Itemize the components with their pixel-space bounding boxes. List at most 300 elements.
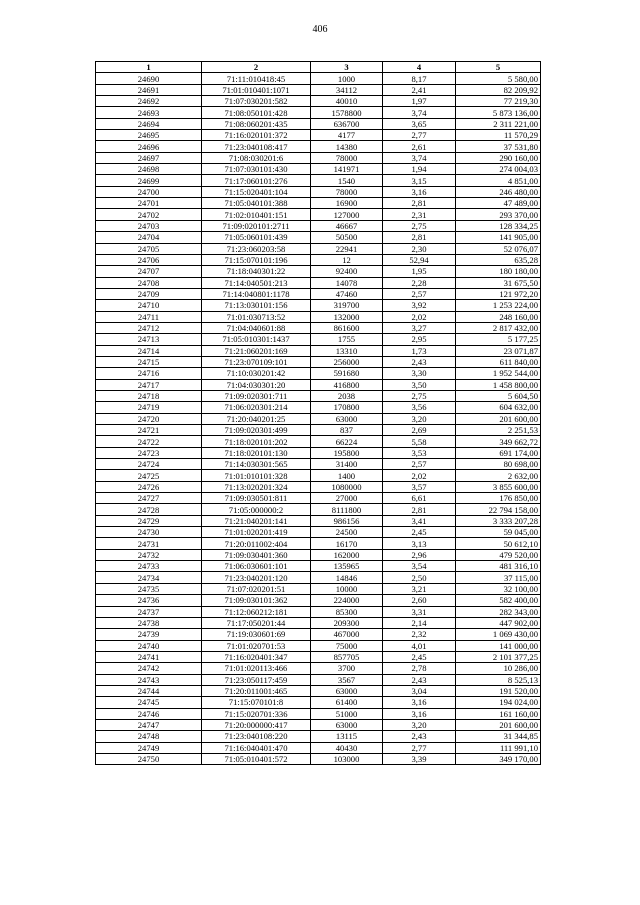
table-row [96, 549, 541, 560]
area-cell: 170800 [311, 402, 383, 413]
specific-value-cell: 2,60 [383, 595, 456, 606]
row-number-cell: 24726 [96, 481, 202, 492]
cadastral-value-cell: 604 632,00 [456, 402, 541, 413]
specific-value-cell: 1,95 [383, 266, 456, 277]
cadastral-number-cell: 71:23:040108:220 [202, 731, 311, 742]
cadastral-value-cell: 80 698,00 [456, 459, 541, 470]
cadastral-number-cell: 71:16:040401:470 [202, 742, 311, 753]
specific-value-cell: 3,16 [383, 186, 456, 197]
cadastral-value-cell: 77 219,30 [456, 96, 541, 107]
table-row [96, 84, 541, 95]
row-number-cell: 24742 [96, 663, 202, 674]
page-number: 406 [312, 24, 328, 35]
table-row [96, 186, 541, 197]
cadastral-value-cell: 2 817 432,00 [456, 322, 541, 333]
specific-value-cell: 3,20 [383, 413, 456, 424]
row-number-cell: 24718 [96, 390, 202, 401]
table-row [96, 73, 541, 84]
area-cell: 12 [311, 254, 383, 265]
table-row [96, 288, 541, 299]
row-number-cell: 24739 [96, 629, 202, 640]
cadastral-value-cell: 582 400,00 [456, 595, 541, 606]
area-cell: 127000 [311, 209, 383, 220]
specific-value-cell: 2,96 [383, 549, 456, 560]
cadastral-value-cell: 31 344,85 [456, 731, 541, 742]
row-number-cell: 24691 [96, 84, 202, 95]
row-number-cell: 24693 [96, 107, 202, 118]
header-row [96, 62, 541, 73]
cadastral-value-cell: 2 311 221,00 [456, 118, 541, 129]
area-cell: 34112 [311, 84, 383, 95]
specific-value-cell: 3,65 [383, 118, 456, 129]
cadastral-number-cell: 71:09:020301:711 [202, 390, 311, 401]
cadastral-value-cell: 194 024,00 [456, 697, 541, 708]
cadastral-value-cell: 349 170,00 [456, 753, 541, 764]
cadastral-number-cell: 71:09:030101:362 [202, 595, 311, 606]
specific-value-cell: 2,77 [383, 742, 456, 753]
cadastral-value-cell: 4 851,00 [456, 175, 541, 186]
specific-value-cell: 2,43 [383, 356, 456, 367]
table-row [96, 493, 541, 504]
cadastral-number-cell: 71:16:020101:372 [202, 130, 311, 141]
cadastral-value-cell: 111 991,10 [456, 742, 541, 753]
area-cell: 92400 [311, 266, 383, 277]
row-number-cell: 24737 [96, 606, 202, 617]
specific-value-cell: 2,57 [383, 459, 456, 470]
table-row [96, 254, 541, 265]
row-number-cell: 24743 [96, 674, 202, 685]
cadastral-number-cell: 71:01:020113:466 [202, 663, 311, 674]
cadastral-value-cell: 23 071,87 [456, 345, 541, 356]
row-number-cell: 24692 [96, 96, 202, 107]
cadastral-number-cell: 71:13:030101:156 [202, 300, 311, 311]
cadastral-value-cell: 176 850,00 [456, 493, 541, 504]
area-cell: 224000 [311, 595, 383, 606]
specific-value-cell: 3,92 [383, 300, 456, 311]
column-header-3: 3 [311, 62, 383, 73]
area-cell: 40430 [311, 742, 383, 753]
table-row [96, 527, 541, 538]
area-cell: 3567 [311, 674, 383, 685]
cadastral-value-cell: 82 209,92 [456, 84, 541, 95]
row-number-cell: 24727 [96, 493, 202, 504]
area-cell: 63000 [311, 719, 383, 730]
cadastral-value-cell: 32 100,00 [456, 583, 541, 594]
table-row [96, 243, 541, 254]
cadastral-value-cell: 201 600,00 [456, 719, 541, 730]
cadastral-number-cell: 71:06:020301:214 [202, 402, 311, 413]
cadastral-number-cell: 71:04:040601:88 [202, 322, 311, 333]
row-number-cell: 24730 [96, 527, 202, 538]
cadastral-value-cell: 635,28 [456, 254, 541, 265]
specific-value-cell: 3,39 [383, 753, 456, 764]
specific-value-cell: 6,61 [383, 493, 456, 504]
row-number-cell: 24733 [96, 561, 202, 572]
cadastral-value-cell: 274 004,03 [456, 164, 541, 175]
area-cell: 10000 [311, 583, 383, 594]
specific-value-cell: 8,17 [383, 73, 456, 84]
row-number-cell: 24690 [96, 73, 202, 84]
table-row [96, 651, 541, 662]
area-cell: 24500 [311, 527, 383, 538]
cadastral-value-cell: 141 905,00 [456, 232, 541, 243]
row-number-cell: 24722 [96, 436, 202, 447]
row-number-cell: 24716 [96, 368, 202, 379]
cadastral-value-cell: 611 840,00 [456, 356, 541, 367]
cadastral-number-cell: 71:17:050201:44 [202, 617, 311, 628]
table-row [96, 617, 541, 628]
area-cell: 319700 [311, 300, 383, 311]
area-cell: 861600 [311, 322, 383, 333]
cadastral-value-cell: 5 177,25 [456, 334, 541, 345]
cadastral-value-cell: 447 902,00 [456, 617, 541, 628]
area-cell: 46667 [311, 220, 383, 231]
table-row [96, 198, 541, 209]
area-cell: 40010 [311, 96, 383, 107]
cadastral-value-cell: 52 076,07 [456, 243, 541, 254]
row-number-cell: 24703 [96, 220, 202, 231]
cadastral-number-cell: 71:02:010401:151 [202, 209, 311, 220]
specific-value-cell: 2,43 [383, 731, 456, 742]
cadastral-value-cell: 349 662,72 [456, 436, 541, 447]
cadastral-value-cell: 37 115,00 [456, 572, 541, 583]
area-cell: 13115 [311, 731, 383, 742]
cadastral-value-cell: 5 580,00 [456, 73, 541, 84]
cadastral-value-cell: 121 972,20 [456, 288, 541, 299]
table-row [96, 674, 541, 685]
specific-value-cell: 3,20 [383, 719, 456, 730]
specific-value-cell: 2,81 [383, 198, 456, 209]
column-header-4: 4 [383, 62, 456, 73]
specific-value-cell: 3,41 [383, 515, 456, 526]
area-cell: 66224 [311, 436, 383, 447]
specific-value-cell: 1,94 [383, 164, 456, 175]
table-row [96, 708, 541, 719]
row-number-cell: 24699 [96, 175, 202, 186]
cadastral-number-cell: 71:01:020701:53 [202, 640, 311, 651]
specific-value-cell: 3,74 [383, 107, 456, 118]
cadastral-number-cell: 71:08:030201:6 [202, 152, 311, 163]
row-number-cell: 24744 [96, 685, 202, 696]
table-row [96, 96, 541, 107]
table-row [96, 731, 541, 742]
row-number-cell: 24736 [96, 595, 202, 606]
specific-value-cell: 2,57 [383, 288, 456, 299]
specific-value-cell: 3,04 [383, 685, 456, 696]
area-cell: 467000 [311, 629, 383, 640]
row-number-cell: 24710 [96, 300, 202, 311]
table-row [96, 425, 541, 436]
cadastral-number-cell: 71:11:010418:45 [202, 73, 311, 84]
table-row [96, 685, 541, 696]
cadastral-number-cell: 71:19:030601:69 [202, 629, 311, 640]
cadastral-number-cell: 71:14:040501:213 [202, 277, 311, 288]
table-row [96, 572, 541, 583]
area-cell: 256000 [311, 356, 383, 367]
table-row [96, 107, 541, 118]
cadastral-value-cell: 128 334,25 [456, 220, 541, 231]
table-row [96, 277, 541, 288]
cadastral-value-cell: 161 160,00 [456, 708, 541, 719]
area-cell: 2038 [311, 390, 383, 401]
specific-value-cell: 2,75 [383, 220, 456, 231]
table-row [96, 515, 541, 526]
cadastral-value-cell: 481 316,10 [456, 561, 541, 572]
cadastral-number-cell: 71:23:040108:417 [202, 141, 311, 152]
specific-value-cell: 2,95 [383, 334, 456, 345]
specific-value-cell: 3,54 [383, 561, 456, 572]
cadastral-number-cell: 71:15:070101:196 [202, 254, 311, 265]
area-cell: 14078 [311, 277, 383, 288]
area-cell: 14846 [311, 572, 383, 583]
cadastral-value-cell: 5 873 136,00 [456, 107, 541, 118]
specific-value-cell: 2,77 [383, 130, 456, 141]
specific-value-cell: 2,78 [383, 663, 456, 674]
row-number-cell: 24723 [96, 447, 202, 458]
cadastral-number-cell: 71:08:050101:428 [202, 107, 311, 118]
row-number-cell: 24696 [96, 141, 202, 152]
table-row [96, 141, 541, 152]
row-number-cell: 24747 [96, 719, 202, 730]
row-number-cell: 24735 [96, 583, 202, 594]
row-number-cell: 24741 [96, 651, 202, 662]
specific-value-cell: 3,56 [383, 402, 456, 413]
table-row [96, 753, 541, 764]
table-row [96, 697, 541, 708]
table-row [96, 379, 541, 390]
row-number-cell: 24717 [96, 379, 202, 390]
cadastral-number-cell: 71:15:020701:336 [202, 708, 311, 719]
row-number-cell: 24706 [96, 254, 202, 265]
table-row [96, 595, 541, 606]
table-row [96, 368, 541, 379]
cadastral-number-cell: 71:05:060101:439 [202, 232, 311, 243]
cadastral-number-cell: 71:07:030201:582 [202, 96, 311, 107]
cadastral-number-cell: 71:09:020101:2711 [202, 220, 311, 231]
area-cell: 195800 [311, 447, 383, 458]
table-row [96, 390, 541, 401]
table-row [96, 719, 541, 730]
specific-value-cell: 2,69 [383, 425, 456, 436]
specific-value-cell: 3,15 [383, 175, 456, 186]
cadastral-number-cell: 71:23:050117:459 [202, 674, 311, 685]
specific-value-cell: 2,45 [383, 527, 456, 538]
row-number-cell: 24711 [96, 311, 202, 322]
table-row [96, 606, 541, 617]
row-number-cell: 24701 [96, 198, 202, 209]
area-cell: 135965 [311, 561, 383, 572]
specific-value-cell: 2,30 [383, 243, 456, 254]
cadastral-value-cell: 2 251,53 [456, 425, 541, 436]
cadastral-number-cell: 71:09:030501:811 [202, 493, 311, 504]
cadastral-number-cell: 71:21:060201:169 [202, 345, 311, 356]
area-cell: 416800 [311, 379, 383, 390]
specific-value-cell: 2,75 [383, 390, 456, 401]
specific-value-cell: 3,16 [383, 697, 456, 708]
area-cell: 13310 [311, 345, 383, 356]
area-cell: 16170 [311, 538, 383, 549]
table-row [96, 436, 541, 447]
specific-value-cell: 3,16 [383, 708, 456, 719]
row-number-cell: 24694 [96, 118, 202, 129]
specific-value-cell: 2,32 [383, 629, 456, 640]
cadastral-number-cell: 71:09:030401:360 [202, 549, 311, 560]
specific-value-cell: 5,58 [383, 436, 456, 447]
row-number-cell: 24740 [96, 640, 202, 651]
cadastral-value-cell: 141 000,00 [456, 640, 541, 651]
cadastral-value-cell: 1 253 224,00 [456, 300, 541, 311]
table-row [96, 266, 541, 277]
cadastral-number-cell: 71:15:070101:8 [202, 697, 311, 708]
specific-value-cell: 3,27 [383, 322, 456, 333]
area-cell: 141971 [311, 164, 383, 175]
area-cell: 1080000 [311, 481, 383, 492]
area-cell: 31400 [311, 459, 383, 470]
cadastral-value-cell: 22 794 158,00 [456, 504, 541, 515]
cadastral-value-cell: 59 045,00 [456, 527, 541, 538]
specific-value-cell: 2,14 [383, 617, 456, 628]
row-number-cell: 24750 [96, 753, 202, 764]
area-cell: 78000 [311, 152, 383, 163]
specific-value-cell: 3,30 [383, 368, 456, 379]
area-cell: 591680 [311, 368, 383, 379]
column-header-1: 1 [96, 62, 202, 73]
cadastral-number-cell: 71:01:020201:419 [202, 527, 311, 538]
cadastral-value-cell: 3 855 600,00 [456, 481, 541, 492]
cadastral-value-cell: 191 520,00 [456, 685, 541, 696]
row-number-cell: 24738 [96, 617, 202, 628]
row-number-cell: 24725 [96, 470, 202, 481]
row-number-cell: 24709 [96, 288, 202, 299]
cadastral-number-cell: 71:07:020201:51 [202, 583, 311, 594]
specific-value-cell: 3,74 [383, 152, 456, 163]
cadastral-number-cell: 71:15:020401:104 [202, 186, 311, 197]
area-cell: 27000 [311, 493, 383, 504]
area-cell: 47460 [311, 288, 383, 299]
row-number-cell: 24702 [96, 209, 202, 220]
row-number-cell: 24732 [96, 549, 202, 560]
area-cell: 8111800 [311, 504, 383, 515]
table-row [96, 220, 541, 231]
cadastral-value-cell: 282 343,00 [456, 606, 541, 617]
row-number-cell: 24749 [96, 742, 202, 753]
cadastral-number-cell: 71:18:020101:130 [202, 447, 311, 458]
table-row [96, 232, 541, 243]
cadastral-number-cell: 71:17:060101:276 [202, 175, 311, 186]
area-cell: 16900 [311, 198, 383, 209]
area-cell: 1400 [311, 470, 383, 481]
area-cell: 75000 [311, 640, 383, 651]
row-number-cell: 24698 [96, 164, 202, 175]
specific-value-cell: 2,81 [383, 504, 456, 515]
table-row [96, 152, 541, 163]
specific-value-cell: 3,13 [383, 538, 456, 549]
row-number-cell: 24728 [96, 504, 202, 515]
row-number-cell: 24697 [96, 152, 202, 163]
specific-value-cell: 2,81 [383, 232, 456, 243]
cadastral-number-cell: 71:06:030601:101 [202, 561, 311, 572]
cadastral-number-cell: 71:23:070109:101 [202, 356, 311, 367]
row-number-cell: 24745 [96, 697, 202, 708]
cadastral-number-cell: 71:18:020101:202 [202, 436, 311, 447]
table-row [96, 118, 541, 129]
area-cell: 209300 [311, 617, 383, 628]
cadastral-value-cell: 290 160,00 [456, 152, 541, 163]
cadastral-value-cell: 3 333 207,28 [456, 515, 541, 526]
row-number-cell: 24734 [96, 572, 202, 583]
cadastral-number-cell: 71:21:040201:141 [202, 515, 311, 526]
cadastral-number-cell: 71:09:020301:499 [202, 425, 311, 436]
row-number-cell: 24721 [96, 425, 202, 436]
area-cell: 132000 [311, 311, 383, 322]
cadastral-number-cell: 71:20:011001:465 [202, 685, 311, 696]
area-cell: 636700 [311, 118, 383, 129]
area-cell: 103000 [311, 753, 383, 764]
row-number-cell: 24748 [96, 731, 202, 742]
cadastral-value-cell: 2 101 377,25 [456, 651, 541, 662]
table-row [96, 164, 541, 175]
cadastral-value-cell: 180 180,00 [456, 266, 541, 277]
specific-value-cell: 3,53 [383, 447, 456, 458]
specific-value-cell: 2,31 [383, 209, 456, 220]
cadastral-number-cell: 71:01:010101:328 [202, 470, 311, 481]
area-cell: 22941 [311, 243, 383, 254]
specific-value-cell: 3,21 [383, 583, 456, 594]
table-row [96, 413, 541, 424]
column-header-5: 5 [456, 62, 541, 73]
row-number-cell: 24713 [96, 334, 202, 345]
area-cell: 1000 [311, 73, 383, 84]
area-cell: 1540 [311, 175, 383, 186]
cadastral-value-cell: 31 675,50 [456, 277, 541, 288]
table-row [96, 334, 541, 345]
row-number-cell: 24714 [96, 345, 202, 356]
specific-value-cell: 2,50 [383, 572, 456, 583]
area-cell: 51000 [311, 708, 383, 719]
area-cell: 78000 [311, 186, 383, 197]
table-row [96, 209, 541, 220]
cadastral-value-cell: 2 632,00 [456, 470, 541, 481]
area-cell: 14380 [311, 141, 383, 152]
table-row [96, 322, 541, 333]
area-cell: 50500 [311, 232, 383, 243]
cadastral-value-cell: 201 600,00 [456, 413, 541, 424]
cadastral-number-cell: 71:10:030201:42 [202, 368, 311, 379]
row-number-cell: 24707 [96, 266, 202, 277]
area-cell: 857705 [311, 651, 383, 662]
column-header-2: 2 [202, 62, 311, 73]
cadastral-value-table [95, 61, 541, 765]
table-row [96, 459, 541, 470]
specific-value-cell: 1,97 [383, 96, 456, 107]
cadastral-number-cell: 71:05:000000:2 [202, 504, 311, 515]
cadastral-value-cell: 37 531,80 [456, 141, 541, 152]
table-row [96, 742, 541, 753]
row-number-cell: 24712 [96, 322, 202, 333]
table-header [96, 62, 541, 73]
table-row [96, 470, 541, 481]
specific-value-cell: 3,31 [383, 606, 456, 617]
table-row [96, 345, 541, 356]
specific-value-cell: 52,94 [383, 254, 456, 265]
cadastral-value-cell: 50 612,10 [456, 538, 541, 549]
row-number-cell: 24719 [96, 402, 202, 413]
cadastral-value-cell: 8 525,13 [456, 674, 541, 685]
cadastral-number-cell: 71:20:011002:404 [202, 538, 311, 549]
cadastral-value-cell: 10 286,00 [456, 663, 541, 674]
table-row [96, 629, 541, 640]
area-cell: 4177 [311, 130, 383, 141]
